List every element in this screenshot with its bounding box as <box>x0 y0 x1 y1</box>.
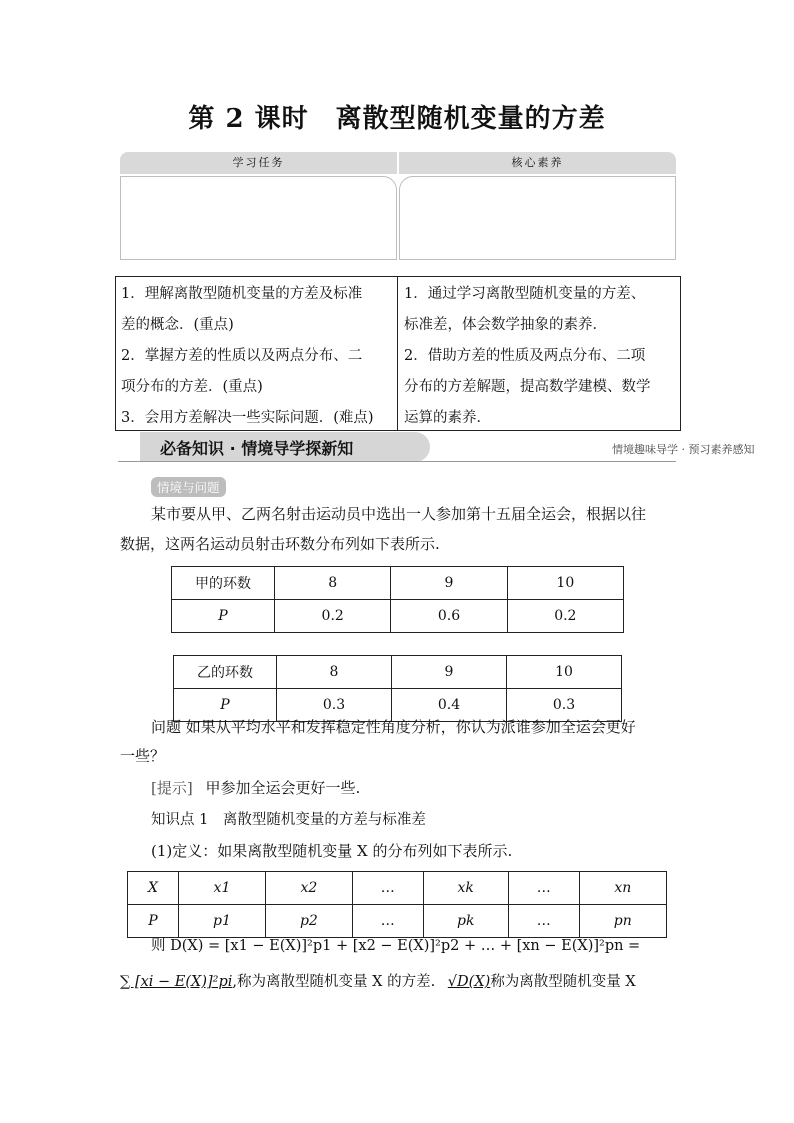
formula-line-2 <box>120 968 636 997</box>
objective-line: 1．理解离散型随机变量的方差及标准 <box>121 286 363 302</box>
table-cell: 0.2 <box>507 600 623 633</box>
table-cell: P <box>172 600 275 633</box>
table-cell: 0.3 <box>277 689 392 722</box>
table-cell: X <box>128 872 179 905</box>
intro-line-2: 数据，这两名运动员射击环数分布列如下表所示. <box>120 535 440 553</box>
table-cell: p1 <box>179 905 266 938</box>
objectives-left <box>121 279 393 434</box>
question-line-1: 问题 如果从平均水平和发挥稳定性角度分析，你认为派谁参加全运会更好 <box>151 718 636 736</box>
literacy-line: 分布的方差解题，提高数学建模、数学 <box>404 379 651 395</box>
formula-sum: ∑ [xi − E(X)]²pi <box>120 974 233 990</box>
table-cell: 甲的环数 <box>172 567 275 600</box>
table-cell: 10 <box>507 656 622 689</box>
definition-line: (1)定义：如果离散型随机变量 X 的分布列如下表所示. <box>151 842 513 860</box>
formula-std-text: 称为离散型随机变量 X <box>490 974 636 990</box>
table-cell: 0.4 <box>392 689 507 722</box>
table-jia <box>171 566 624 633</box>
literacy-line: 2．借助方差的性质及两点分布、二项 <box>404 348 646 364</box>
formula-variance-text: ,称为离散型随机变量 X 的方差. <box>232 974 436 990</box>
table-yi <box>173 655 622 722</box>
objectives-divider <box>397 277 398 430</box>
table-cell: P <box>128 905 179 938</box>
page-title: 第 2 课时 离散型随机变量的方差 <box>188 104 606 134</box>
table-cell: 8 <box>275 567 391 600</box>
literacy-line: 标准差，体会数学抽象的素养． <box>404 317 607 333</box>
table-cell: pn <box>579 905 666 938</box>
table-cell: … <box>352 905 423 938</box>
hint-label: [提示] <box>151 779 193 797</box>
table-cell: 9 <box>391 567 507 600</box>
literacy-line: 运算的素养． <box>404 410 491 426</box>
table-cell: P <box>174 689 277 722</box>
table-row <box>172 600 624 633</box>
question-line-2: 一些？ <box>120 747 166 765</box>
intro-line-1: 某市要从甲、乙两名射击运动员中选出一人参加第十五届全运会，根据以往 <box>151 505 647 523</box>
table-cell: 10 <box>507 567 623 600</box>
situation-tag: 情境与问题 <box>151 477 226 497</box>
table-row <box>128 872 667 905</box>
table-cell: 0.6 <box>391 600 507 633</box>
knowledge-title: 知识点 1 离散型随机变量的方差与标准差 <box>151 812 426 828</box>
hint <box>151 774 360 803</box>
section-note: 情境趣味导学 · 预习素养感知 <box>612 443 755 456</box>
table-cell: … <box>508 905 579 938</box>
table-cell: … <box>352 872 423 905</box>
objectives-box <box>115 276 681 431</box>
objective-line: 2．掌握方差的性质以及两点分布、二 <box>121 348 363 364</box>
task-box <box>120 152 676 260</box>
table-cell: 0.2 <box>275 600 391 633</box>
table-cell: p2 <box>265 905 352 938</box>
table-cell: 8 <box>277 656 392 689</box>
table-cell: pk <box>423 905 508 938</box>
formula-line-1: 则 D(X) = [x1 − E(X)]²p1 + [x2 − E(X)]²p2 + … + [xn − E(X)]²pn = <box>151 938 641 954</box>
table-cell: x1 <box>179 872 266 905</box>
table-row <box>174 656 622 689</box>
table-cell: 0.3 <box>507 689 622 722</box>
task-header: 学习任务 <box>120 152 397 174</box>
task-cell <box>120 176 397 260</box>
literacy-header: 核心素养 <box>399 152 676 174</box>
objective-line: 差的概念．(重点) <box>121 317 234 333</box>
table-cell: x2 <box>265 872 352 905</box>
objectives-right <box>404 279 676 434</box>
section-rule <box>118 461 676 462</box>
section-banner-title: 必备知识 · 情境导学探新知 <box>160 439 354 458</box>
table-cell: xn <box>579 872 666 905</box>
literacy-line: 1．通过学习离散型随机变量的方差、 <box>404 286 646 302</box>
table-cell: … <box>508 872 579 905</box>
formula-sqrt: √D(X) <box>447 974 491 990</box>
table-row <box>172 567 624 600</box>
objective-line: 3．会用方差解决一些实际问题．(难点) <box>121 410 374 426</box>
table-cell: xk <box>423 872 508 905</box>
table-cell: 乙的环数 <box>174 656 277 689</box>
objective-line: 项分布的方差．(重点) <box>121 379 263 395</box>
table-cell: 9 <box>392 656 507 689</box>
table-definition <box>127 871 667 938</box>
literacy-cell <box>399 176 676 260</box>
hint-text: 甲参加全运会更好一些. <box>205 779 361 797</box>
